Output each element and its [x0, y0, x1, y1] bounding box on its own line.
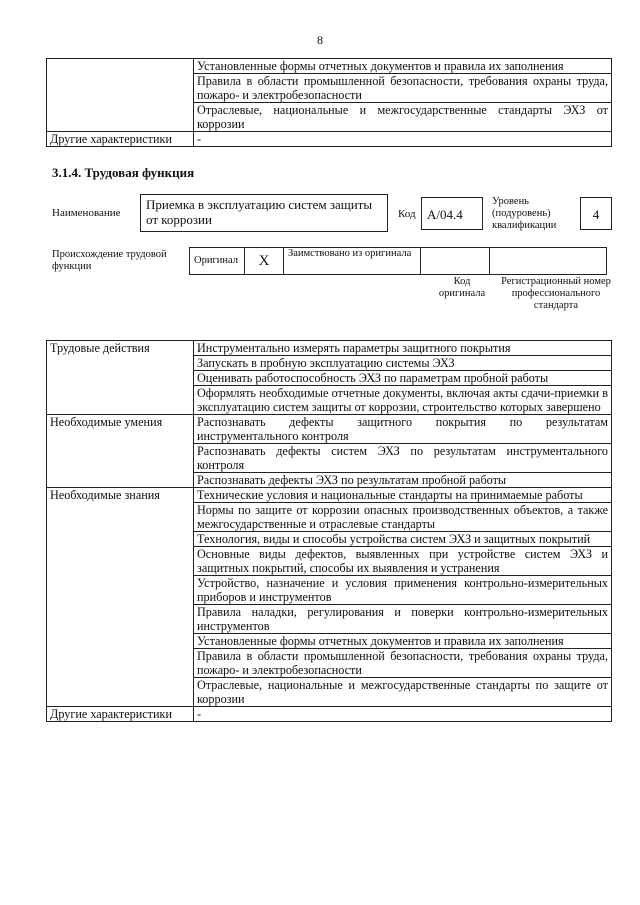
top-requirements-table	[46, 58, 612, 147]
function-name-box	[140, 194, 388, 232]
requirement-item: Правила в области промышленной безопасности, требования охраны труда, пожаро- и электробезопасности	[194, 649, 612, 678]
original-mark: X	[245, 248, 284, 275]
requirement-item: Установленные формы отчетных документов и правила их заполнения	[194, 634, 612, 649]
requirement-item: Правила наладки, регулирования и поверки контрольно-измерительных инструментов	[194, 605, 612, 634]
requirement-item: Инструментально измерять параметры защитного покрытия	[194, 341, 612, 356]
function-name-value: Приемка в эксплуатацию систем защиты от коррозии	[146, 197, 373, 227]
name-label: Наименование	[52, 207, 121, 219]
reg-number-cell	[490, 248, 607, 275]
code-value: А/04.4	[427, 207, 463, 222]
section-title: 3.1.4. Трудовая функция	[52, 165, 195, 180]
requirement-item: Правила в области промышленной безопасности, требования охраны труда, пожаро- и электробезопасности	[194, 74, 612, 103]
requirement-item: Запускать в пробную эксплуатацию системы ЭХЗ	[194, 356, 612, 371]
requirement-item: Распознавать дефекты ЭХЗ по результатам пробной работы	[194, 473, 612, 488]
requirement-item: Технология, виды и способы устройства систем ЭХЗ и защитных покрытий	[194, 532, 612, 547]
table-row	[47, 707, 612, 722]
group-label: Необходимые знания	[47, 488, 194, 707]
requirement-item: Технические условия и национальные стандарты на принимаемые работы	[194, 488, 612, 503]
requirement-item: Основные виды дефектов, выявленных при устройстве систем ЭХЗ и защитных покрытий, способы их выявления и устранения	[194, 547, 612, 576]
level-value: 4	[592, 207, 600, 222]
requirement-item: -	[194, 707, 612, 722]
requirement-item: Устройство, назначение и условия применения контрольно-измерительных приборов и инструментов	[194, 576, 612, 605]
code-box	[421, 197, 483, 230]
code-label: Код	[398, 208, 416, 220]
table-row	[47, 59, 612, 74]
requirement-item: Установленные формы отчетных документов и правила их заполнения	[194, 59, 612, 74]
reg-number-note: Регистрационный номер профессионального стандарта	[501, 276, 611, 311]
requirement-item: Отраслевые, национальные и межгосударственные стандарты ЭХЗ от коррозии	[194, 103, 612, 132]
requirement-item: Распознавать дефекты систем ЭХЗ по результатам инструментального контроля	[194, 444, 612, 473]
table-row	[47, 415, 612, 444]
origin-label: Происхождение трудовой функции	[52, 249, 167, 272]
requirement-item: -	[194, 132, 612, 147]
original-label: Оригинал	[190, 248, 245, 275]
requirement-item: Оценивать работоспособность ЭХЗ по параметрам пробной работы	[194, 371, 612, 386]
level-label: Уровень (подуровень) квалификации	[492, 196, 557, 231]
page-number: 8	[317, 33, 323, 47]
requirement-item: Нормы по защите от коррозии опасных производственных объектов, а также межгосударственные и отраслевые стандарты	[194, 503, 612, 532]
group-label: Другие характеристики	[47, 132, 194, 147]
requirement-item: Отраслевые, национальные и межгосударственные стандарты по защите от коррозии	[194, 678, 612, 707]
code-original-note: Код оригинала	[438, 276, 486, 299]
origin-table	[189, 247, 607, 275]
requirement-item: Распознавать дефекты защитного покрытия по результатам инструментального контроля	[194, 415, 612, 444]
main-function-table	[46, 340, 612, 722]
group-label: Необходимые умения	[47, 415, 194, 488]
group-label	[47, 59, 194, 132]
group-label: Другие характеристики	[47, 707, 194, 722]
table-row	[47, 488, 612, 503]
group-label: Трудовые действия	[47, 341, 194, 415]
table-row	[47, 341, 612, 356]
table-row	[47, 132, 612, 147]
requirement-item: Оформлять необходимые отчетные документы, включая акты сдачи-приемки в эксплуатацию систем защиты от коррозии, строительство которых завершено	[194, 386, 612, 415]
borrowed-label: Заимствовано из оригинала	[284, 248, 421, 275]
level-box	[580, 197, 612, 230]
code-original-cell	[421, 248, 490, 275]
